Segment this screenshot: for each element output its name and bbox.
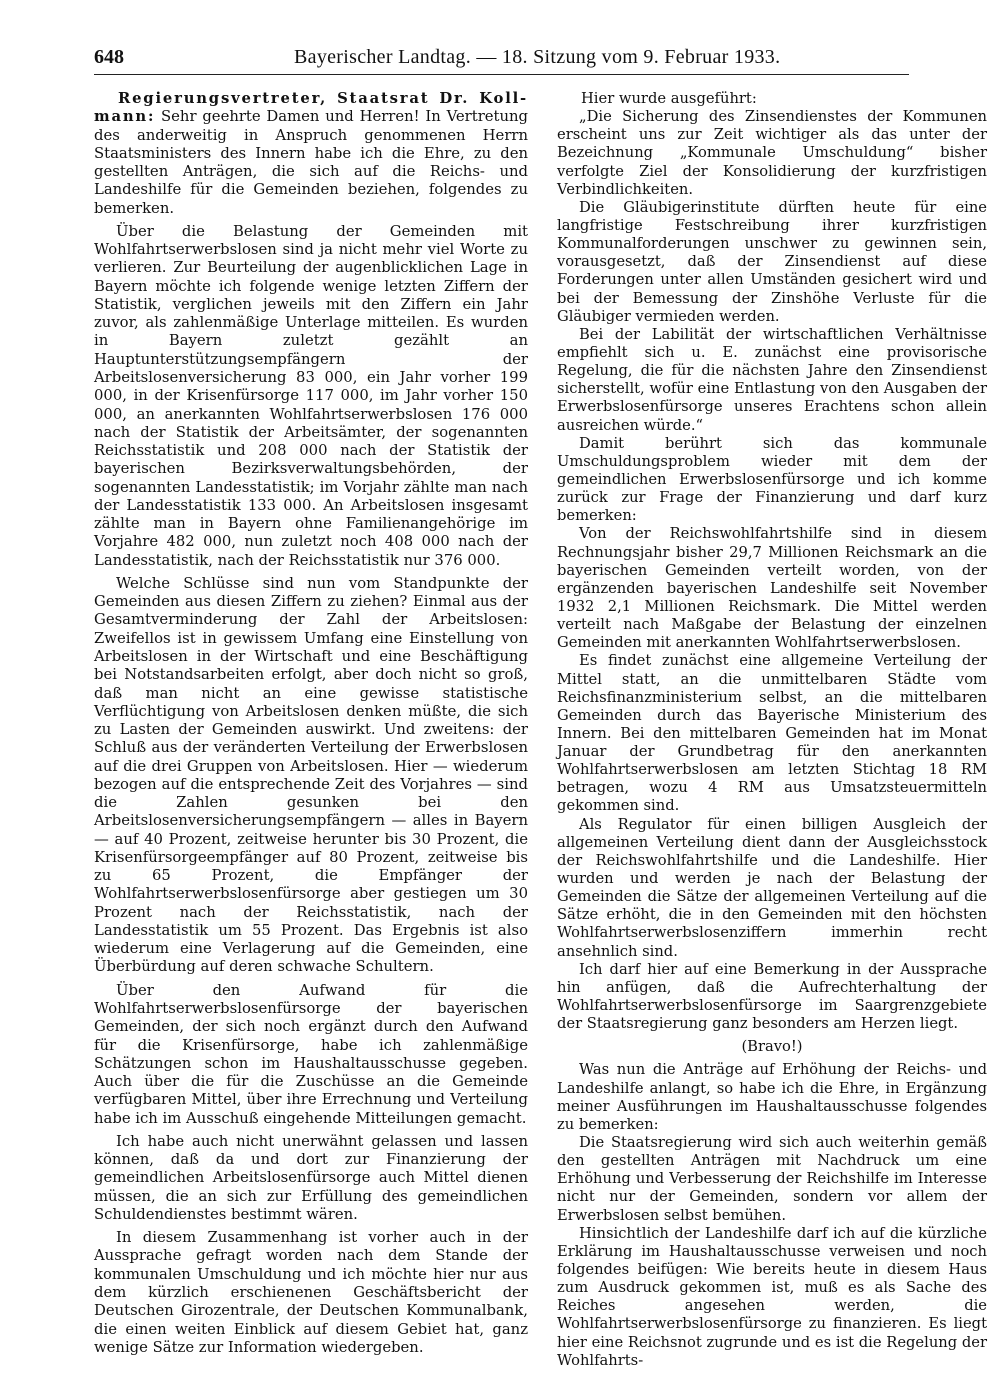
quote-paragraph: Bei der Labilität der wirtschaftlichen Verhältnisse empfiehlt sich u. E. zunächst eine provisorische Regelung, die für die nächsten Jahre den Zinsendienst sicherstellt, wofür eine Entlastung von den Ausgaben der Erwerbslosenfürsorge unseres Erachtens schon allein ausreichen würde.“ bbox=[557, 325, 987, 434]
paragraph: Ich habe auch nicht unerwähnt gelassen und lassen können, daß da und dort zur Finanzierung der gemeindlichen Arbeitslosenfürsorge auch Mittel dienen müssen, die an sich zur Erfüllung des gemeindlichen Schuldendienstes bestimmt wären. bbox=[94, 1132, 528, 1223]
paragraph: Als Regulator für einen billigen Ausgleich der allgemeinen Verteilung dient dann der Ausgleichsstock der Reichswohlfahrtshilfe und die Landeshilfe. Hier wurden und werden je nach der Belastung der Gemeinden die Sätze der allgemeinen Verteilung auf die Sätze erhöht, die in den Gemeinden mit den höchsten Wohlfahrtserwerbslosenziffern immerhin recht ansehnlich sind. bbox=[557, 815, 987, 960]
paragraph: Hinsichtlich der Landeshilfe darf ich auf die kürzliche Erklärung im Haushaltausschusse verweisen und noch folgendes beifügen: Wie bereits heute in diesem Haus zum Ausdruck gekommen ist, muß es als Sache des Reiches angesehen werden, die Wohlfahrtserwerbslosenfürsorge zu finanzieren. Es liegt hier eine Reichsnot zugrunde und es ist die Regelung der Wohlfahrts- bbox=[557, 1224, 987, 1369]
paragraph: Was nun die Anträge auf Erhöhung der Reichs- und Landeshilfe anlangt, so habe ich die Ehre, in Ergänzung meiner Ausführungen im Haushaltausschusse folgendes zu bemerken: bbox=[557, 1061, 987, 1133]
paragraph: Die Staatsregierung wird sich auch weiterhin gemäß den gestellten Anträgen mit Nachdruck um eine Erhöhung und Verbesserung der Reichshilfe im Interesse nicht nur der Gemeinden, sondern vor allem der Erwerbslosen selbst bemühen. bbox=[557, 1134, 987, 1224]
right-column bbox=[557, 90, 987, 1370]
left-column bbox=[94, 90, 528, 1357]
paragraph: In diesem Zusammenhang ist vorher auch in der Aussprache gefragt worden nach dem Stande der kommunalen Umschuldung und ich möchte hier nur aus dem kürzlich erschienenen Geschäftsbericht der Deutschen Girozentrale, der Deutschen Kommunalbank, die einen weiten Einblick auf diesem Gebiet hat, ganz wenige Sätze zur Information wiedergeben. bbox=[94, 1229, 528, 1356]
paragraph: Damit berührt sich das kommunale Umschuldungsproblem wieder mit dem der gemeindlichen Erwerbslosenfürsorge und ich komme zurück zur Frage der Finanzierung und darf kurz bemerken: bbox=[557, 434, 987, 525]
paragraph: Ich darf hier auf eine Bemerkung in der Aussprache hin anfügen, daß die Aufrechterhaltung der Wohlfahrtserwerbslosenfürsorge im Saargrenzgebiete der Staatsregierung ganz besonders am Herzen liegt. bbox=[557, 960, 987, 1033]
paragraph: Über die Belastung der Gemeinden mit Wohlfahrtserwerbslosen sind ja nicht mehr viel Worte zu verlieren. Zur Beurteilung der augenblicklichen Lage in Bayern möchte ich folgende wenige letzten Ziffern der Statistik, verglichen jeweils mit den Ziffern ein Jahr zuvor, als zahlenmäßige Unterlage mitteilen. Es wurden in Bayern zuletzt gezählt an Hauptunterstützungsempfängern der Arbeitslosenversicherung 83 000, ein Jahr vorher 199 000, in der Krisenfürsorge 117 000, im Jahr vorher 150 000, an anerkannten Wohlfahrtserwerbslosen 176 000 nach der Statistik der Arbeitsämter, der sogenannten Reichsstatistik und 208 000 nach der Statistik der bayerischen Bezirksverwaltungsbehörden, der sogenannten Landesstatistik; im Vorjahr zählte man nach der Landesstatistik 133 000. An Arbeitslosen insgesamt zählte man in Bayern ohne Familienangehörige im Vorjahre 482 000, nun zuletzt noch 408 000 nach der Landesstatistik, nach der Reichsstatistik nur 376 000. bbox=[94, 222, 528, 569]
paragraph: Es findet zunächst eine allgemeine Verteilung der Mittel statt, an die unmittelbaren Städte vom Reichsfinanzministerium selbst, an die mittelbaren Gemeinden durch das Bayerische Ministerium des Innern. Bei den mittelbaren Gemeinden hat im Monat Januar der Grundbetrag für den anerkannten Wohlfahrtserwerbslosen am letzten Stichtag 18 RM betragen, wozu 4 RM aus Umsatzsteuermitteln gekommen sind. bbox=[557, 652, 987, 815]
paragraph: Von der Reichswohlfahrtshilfe sind in diesem Rechnungsjahr bisher 29,7 Millionen Reichsmark an die bayerischen Gemeinden verteilt worden, von der ergänzenden bayerischen Landeshilfe seit November 1932 2,1 Millionen Reichsmark. Die Mittel werden verteilt nach Maßgabe der Belastung der einzelnen Gemeinden mit anerkannten Wohlfahrtserwerbslosen. bbox=[557, 525, 987, 652]
page-header bbox=[94, 44, 914, 74]
paragraph: Über den Aufwand für die Wohlfahrtserwerbslosenfürsorge der bayerischen Gemeinden, der sich noch ergänzt durch den Aufwand für die Krisenfürsorge, habe ich zahlenmäßige Schätzungen schon im Haushaltausschusse gegeben. Auch über die für die Zuschüsse an die Gemeinde verfügbaren Mittel, über ihre Errechnung und Verteilung habe ich im Ausschuß eingehende Mitteilungen gemacht. bbox=[94, 981, 528, 1127]
header-rule bbox=[94, 74, 909, 75]
paragraph: Hier wurde ausgeführt: bbox=[581, 90, 757, 107]
speech-opening-paragraph bbox=[94, 90, 528, 218]
interjection: (Bravo!) bbox=[741, 1038, 803, 1056]
speech-opening-text: Sehr geehrte Damen und Herren! In Vertretung des anderweitig in Anspruch genommenen Herrn Staatsministers des Innern habe ich die Ehre, zu den gestellten Anträgen, die sich auf die Reichs- und Landeshilfe für die Gemeinden beziehen, folgendes zu bemerken. bbox=[94, 108, 528, 217]
quote-paragraph: Die Gläubigerinstitute dürften heute für eine langfristige Festschreibung ihrer kurzfristigen Kommunalforderungen unschwer zu gewinnen sein, vorausgesetzt, daß der Zinsendienst auf diese Forderungen unter allen Umständen gesichert wird und bei der Bemessung der Zinshöhe Verluste für die Gläubiger vermieden werden. bbox=[557, 198, 987, 325]
quote-paragraph: „Die Sicherung des Zinsendienstes der Kommunen erscheint uns zur Zeit wichtiger als das unter der Bezeichnung „Kommunale Umschuldung“ bisher verfolgte Ziel der Konsolidierung der kurzfristigen Verbindlichkeiten. bbox=[557, 108, 987, 198]
speaker-label: Regierungsvertreter, Staatsrat Dr. Koll-mann: bbox=[94, 90, 528, 126]
page-number: 648 bbox=[94, 46, 124, 68]
paragraph: Welche Schlüsse sind nun vom Standpunkte der Gemeinden aus diesen Ziffern zu ziehen? Einmal aus der Gesamtverminderung der Zahl der Arbeitslosen: Zweifellos ist in gewissem Umfang eine Einstellung von Arbeitslosen in der Wirtschaft und eine Beschäftigung bei Notstandsarbeiten erfolgt, aber doch nicht so groß, daß man nicht an eine gewisse statistische Verflüchtigung von Arbeitslosen denken müßte, die sich zu Lasten der Gemeinden auswirkt. Und zweitens: der Schluß aus der veränderten Verteilung der Erwerbslosen auf die drei Gruppen von Arbeitslosen. Hier — wiederum bezogen auf die entsprechende Zeit des Vorjahres — sind die Zahlen gesunken bei den Arbeitslosenversicherungsempfängern — alles in Bayern — auf 40 Prozent, zeitweise herunter bis 30 Prozent, die Krisenfürsorgeempfänger auf 80 Prozent, zeitweise bis zu 65 Prozent, die Empfänger der Wohlfahrtserwerbslosenfürsorge aber gestiegen um 30 Prozent nach der Reichsstatistik, nach der Landesstatistik um 55 Prozent. Das Ergebnis ist also wiederum eine Verlagerung auf die Gemeinden, eine Überbürdung auf deren schwache Schultern. bbox=[94, 574, 528, 976]
running-head: Bayerischer Landtag. — 18. Sitzung vom 9. Februar 1933. bbox=[294, 46, 781, 68]
